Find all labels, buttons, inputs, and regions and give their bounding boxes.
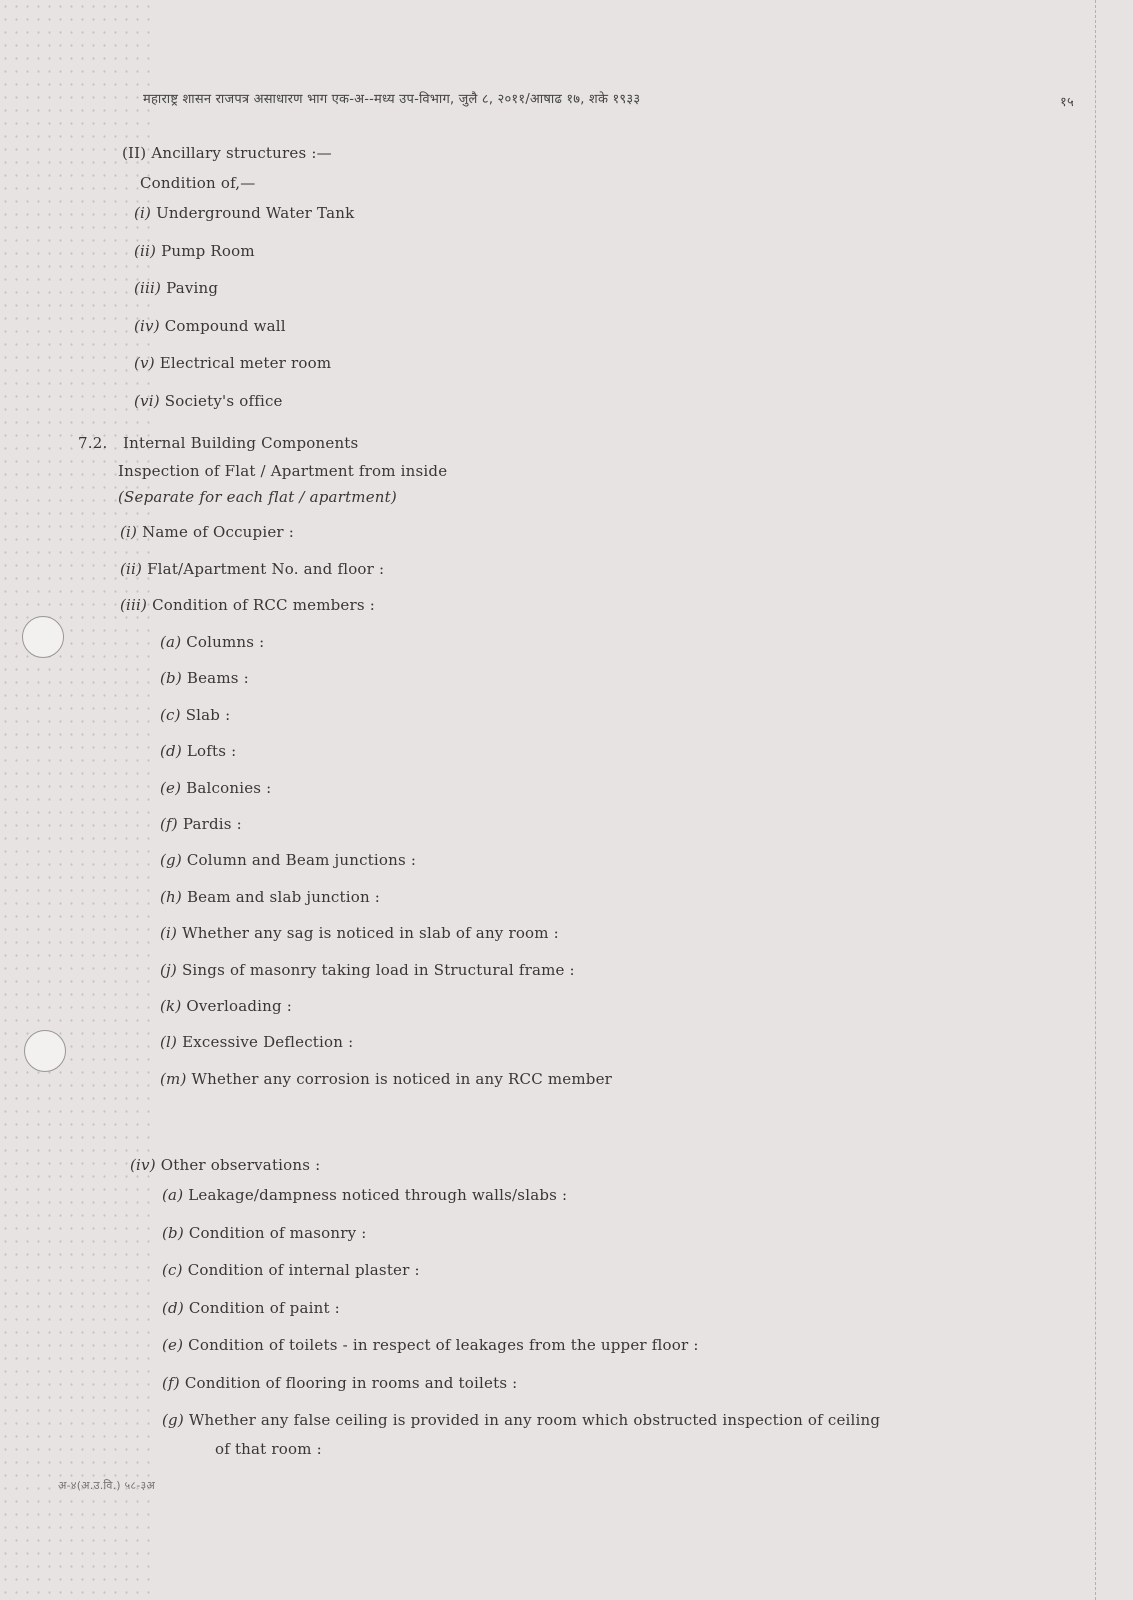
- ancillary-item: [134, 242, 255, 260]
- rcc-item: [160, 888, 380, 906]
- item-number: (iii): [120, 596, 148, 614]
- item-number: (e): [162, 1336, 184, 1354]
- item-text: Column and Beam junctions :: [186, 851, 417, 870]
- item-text: Whether any false ceiling is provided in any room which obstructed inspection of ceiling: [188, 1411, 881, 1429]
- rcc-item: [160, 706, 230, 724]
- question-item: [120, 523, 294, 541]
- item-text: Overloading :: [186, 997, 293, 1015]
- item-number: (iv): [134, 316, 160, 335]
- item-number: (c): [160, 705, 181, 724]
- item-number: (c): [162, 1261, 183, 1279]
- rcc-item: [160, 961, 575, 979]
- scan-noise: [0, 0, 150, 1600]
- rcc-item: [160, 815, 242, 833]
- item-text: Lofts :: [186, 742, 237, 761]
- item-text: Condition of flooring in rooms and toilets :: [184, 1373, 518, 1392]
- item-text: Condition of RCC members :: [152, 596, 375, 614]
- item-text: Leakage/dampness noticed through walls/slabs :: [188, 1186, 568, 1204]
- item-number: (f): [162, 1373, 180, 1392]
- item-number: (l): [160, 1033, 178, 1052]
- other-observation-item: [162, 1261, 420, 1279]
- page-number: १५: [1060, 95, 1074, 110]
- section-ii-subtitle: Condition of,—: [140, 174, 256, 192]
- rcc-item: [160, 997, 292, 1015]
- rcc-item: [160, 742, 236, 760]
- item-number: (m): [160, 1069, 187, 1088]
- item-text: Beams :: [186, 669, 249, 688]
- item-text: Excessive Deflection :: [182, 1033, 354, 1052]
- item-number: (i): [120, 523, 138, 541]
- print-code-footer: अ-४(अ.उ.वि.) ५८-३अ: [58, 1479, 155, 1492]
- ancillary-item: [134, 354, 331, 372]
- section-7-2-title: Internal Building Components: [123, 434, 359, 452]
- item-number: (ii): [134, 241, 157, 260]
- punch-hole-bottom: [24, 1030, 66, 1072]
- other-observations-label: Other observations :: [160, 1156, 321, 1174]
- item-text: Electrical meter room: [159, 354, 332, 372]
- item-text: Flat/Apartment No. and floor :: [147, 559, 385, 578]
- item-text: Name of Occupier :: [142, 523, 294, 541]
- other-observations-number: (iv): [130, 1156, 156, 1174]
- section-7-2-number: 7.2.: [78, 434, 108, 452]
- ancillary-item: [134, 392, 283, 410]
- item-number: (a): [162, 1186, 184, 1204]
- item-number: (f): [160, 815, 178, 833]
- item-text: Underground Water Tank: [156, 204, 355, 222]
- item-number: (g): [160, 851, 182, 870]
- other-observations-title: [130, 1156, 320, 1174]
- rcc-item: [160, 633, 264, 651]
- item-text: Slab :: [185, 705, 231, 724]
- item-number: (a): [160, 633, 182, 651]
- item-text: Pardis :: [182, 815, 242, 833]
- item-text: Beam and slab junction :: [186, 887, 381, 906]
- other-observation-item: [162, 1299, 340, 1317]
- rcc-item: [160, 851, 416, 869]
- item-number: (g): [162, 1411, 184, 1429]
- question-item: [120, 596, 375, 614]
- other-observation-item: [162, 1411, 880, 1429]
- section-ii-title: (II) Ancillary structures :—: [122, 144, 332, 162]
- ancillary-item: [134, 279, 218, 297]
- item-text: Columns :: [186, 633, 265, 651]
- item-text: Whether any corrosion is noticed in any RCC member: [191, 1069, 613, 1088]
- item-text: Pump Room: [161, 241, 255, 260]
- item-number: (b): [160, 669, 182, 688]
- item-text: Balconies :: [186, 778, 272, 797]
- item-number: (d): [160, 742, 182, 761]
- question-item: [120, 560, 384, 578]
- item-number: (i): [134, 204, 152, 222]
- ancillary-item: [134, 204, 354, 222]
- rcc-item: [160, 1070, 612, 1088]
- item-number: (vi): [134, 391, 160, 410]
- item-number: (k): [160, 997, 182, 1015]
- item-text: Condition of paint :: [188, 1298, 340, 1317]
- item-text: Society's office: [164, 391, 283, 410]
- item-number: (iii): [134, 279, 162, 297]
- item-number: (j): [160, 960, 177, 979]
- page-edge-line: [1095, 0, 1097, 1600]
- rcc-item: [160, 1033, 353, 1051]
- other-observation-item: [162, 1224, 367, 1242]
- item-number: (i): [160, 924, 178, 943]
- item-text: Condition of masonry :: [188, 1223, 367, 1242]
- rcc-item: [160, 669, 249, 687]
- item-text: Condition of toilets - in respect of leakages from the upper floor :: [188, 1336, 699, 1354]
- punch-hole-top: [22, 616, 64, 658]
- item-text: Compound wall: [164, 316, 286, 335]
- item-number: (d): [162, 1298, 184, 1317]
- other-observation-item: [162, 1374, 517, 1392]
- section-7-2-note: (Separate for each flat / apartment): [118, 488, 397, 506]
- ancillary-item: [134, 317, 286, 335]
- item-number: (v): [134, 354, 155, 372]
- other-item-g-continuation: of that room :: [215, 1440, 322, 1458]
- section-7-2-subtitle: Inspection of Flat / Apartment from inside: [118, 462, 448, 480]
- gazette-header: महाराष्ट्र शासन राजपत्र असाधारण भाग एक-अ--मध्य उप-विभाग, जुलै ८, २०११/आषाढ १७, शके १९३३: [143, 92, 641, 107]
- item-number: (b): [162, 1223, 184, 1242]
- item-number: (e): [160, 778, 182, 797]
- rcc-item: [160, 924, 559, 942]
- other-observation-item: [162, 1336, 699, 1354]
- other-observation-item: [162, 1186, 567, 1204]
- item-number: (h): [160, 887, 182, 906]
- item-text: Whether any sag is noticed in slab of any room :: [182, 924, 559, 943]
- item-text: Condition of internal plaster :: [187, 1261, 420, 1279]
- item-text: Sings of masonry taking load in Structural frame :: [181, 960, 575, 979]
- item-number: (ii): [120, 559, 143, 578]
- item-text: Paving: [166, 279, 219, 297]
- rcc-item: [160, 779, 271, 797]
